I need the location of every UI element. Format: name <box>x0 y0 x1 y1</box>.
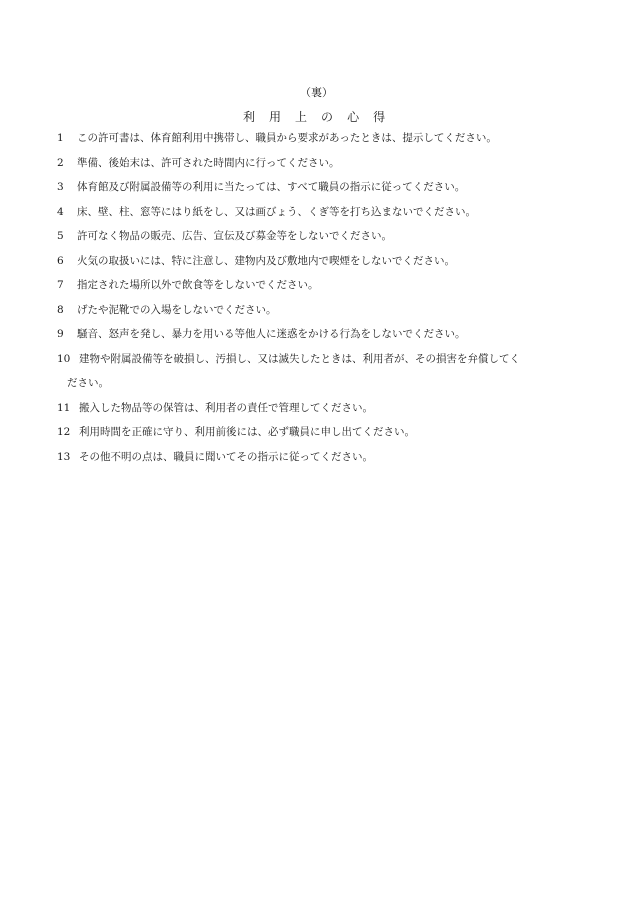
rule-number: 8 <box>57 303 64 316</box>
rule-item <box>57 254 597 268</box>
rule-text: 火気の取扱いには、特に注意し、建物内及び敷地内で喫煙をしないでください。 <box>77 254 455 267</box>
page-title <box>243 108 399 125</box>
rule-text: 準備、後始末は、許可された時間内に行ってください。 <box>77 156 340 169</box>
rule-text-line: 建物や附属設備等を破損し、汚損し、又は滅失したときは、利用者が、その損害を弁償してく <box>79 352 520 365</box>
title-char: 上 <box>295 110 308 124</box>
side-label: （裏） <box>300 86 333 99</box>
rule-text: 指定された場所以外で飲食等をしないでください。 <box>77 279 319 291</box>
rule-text: 床、壁、柱、窓等にはり紙をし、又は画びょう、くぎ等を打ち込まないでください。 <box>77 205 476 218</box>
rule-text: 騒音、怒声を発し、暴力を用いる等他人に迷惑をかける行為をしないでください。 <box>77 328 466 340</box>
title-char: 利 <box>243 110 256 124</box>
rule-number: 7 <box>57 279 64 291</box>
rule-item <box>57 450 597 464</box>
rule-item <box>57 352 597 395</box>
rule-item <box>57 278 597 292</box>
title-char: 得 <box>373 110 386 124</box>
rule-number: 11 <box>57 401 71 414</box>
rule-item <box>57 156 597 170</box>
title-char: の <box>321 110 334 124</box>
rule-item <box>57 131 597 145</box>
rule-text: この許可書は、体育館利用中携帯し、職員から要求があったときは、提示してください。 <box>77 132 497 144</box>
rule-item <box>57 205 597 219</box>
rule-item <box>57 327 597 341</box>
rule-number: 4 <box>57 205 64 218</box>
title-char: 心 <box>347 110 360 124</box>
title-char: 用 <box>269 110 282 124</box>
rule-item <box>57 401 597 415</box>
rule-number: 6 <box>57 254 64 267</box>
rule-text-continuation: ださい。 <box>67 376 109 389</box>
rule-item <box>57 425 597 439</box>
rule-text: その他不明の点は、職員に聞いてその指示に従ってください。 <box>79 450 373 463</box>
rule-number: 12 <box>57 426 71 438</box>
rule-text <box>67 347 597 395</box>
rule-item <box>57 303 597 317</box>
rule-number: 9 <box>57 328 64 340</box>
rule-text: げたや泥靴での入場をしないでください。 <box>77 303 277 316</box>
rule-number: 3 <box>57 181 64 193</box>
rule-number: 5 <box>57 230 64 242</box>
rule-item <box>57 229 597 243</box>
rule-number: 1 <box>57 132 64 144</box>
rule-number: 13 <box>57 450 71 463</box>
rule-number: 10 <box>57 352 71 365</box>
rule-number: 2 <box>57 156 64 169</box>
rule-text: 許可なく物品の販売、広告、宣伝及び募金等をしないでください。 <box>77 230 392 242</box>
rules-list <box>57 131 597 474</box>
rule-item <box>57 180 597 194</box>
rule-text: 体育館及び附属設備等の利用に当たっては、すべて職員の指示に従ってください。 <box>77 181 466 193</box>
rule-text: 搬入した物品等の保管は、利用者の責任で管理してください。 <box>79 401 373 414</box>
rule-text: 利用時間を正確に守り、利用前後には、必ず職員に申し出てください。 <box>79 426 415 438</box>
